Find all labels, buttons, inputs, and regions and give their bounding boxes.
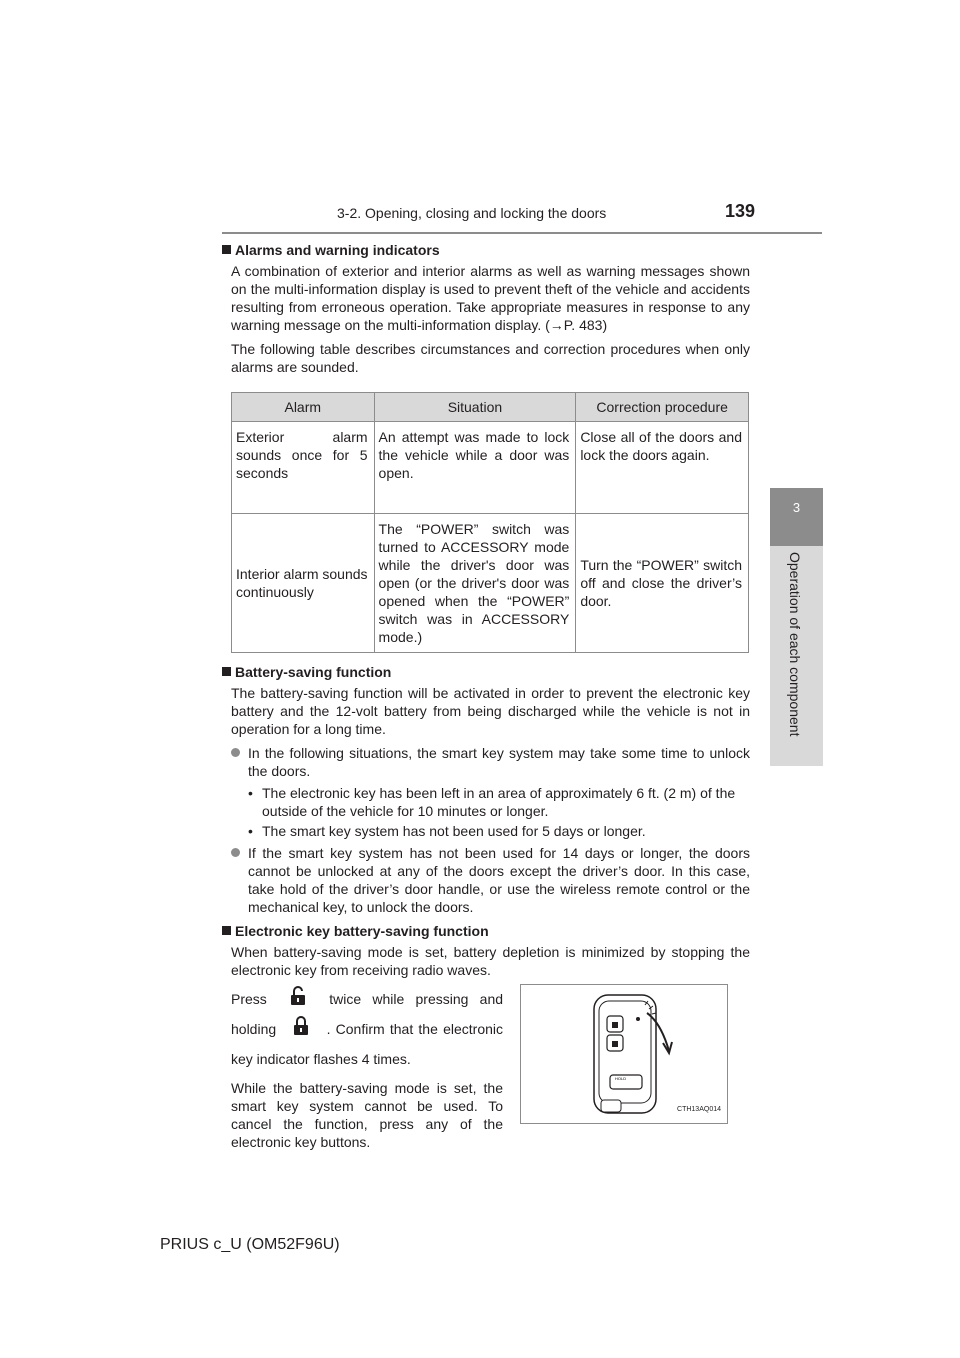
electronic-key-figure (520, 984, 728, 1124)
battery-paragraph: The battery-saving function will be activated in order to prevent the electronic key battery and the 12-volt battery from being discharged while the vehicle is not in operation for a long time. (231, 685, 750, 737)
ekey-instructions (222, 979, 750, 1150)
chapter-title: Operation of each component (787, 552, 803, 737)
page-content (222, 241, 750, 1150)
battery-sub-item-2: • The smart key system has not been used for 5 days or longer. (248, 823, 646, 839)
square-bullet-icon (222, 926, 231, 935)
battery-heading: Battery-saving function (222, 663, 750, 681)
page-number: 139 (725, 201, 756, 221)
press-instruction: Press twice while pressing and holding . Confirm that the electronic key indicator flashes 4 times. While the battery-saving mode is set, the smart key system cannot be used. To cancel the function, press any of the electronic key buttons. (231, 985, 503, 1151)
ekey-heading: Electronic key battery-saving function (222, 922, 750, 940)
table-header-correction: Correction procedure (576, 393, 749, 422)
header-section-title: 3-2. Opening, closing and locking the doors (337, 205, 607, 221)
table-cell: Exterior alarm sounds once for 5 seconds (232, 422, 375, 514)
small-bullet-icon: • (248, 785, 253, 801)
figure-code: CTH13AQ014 (677, 1106, 721, 1113)
battery-bullet-1: In the following situations, the smart key system may take some time to unlock the doors. (231, 744, 750, 780)
circle-bullet-icon (231, 848, 240, 857)
alarm-table (231, 392, 749, 653)
alarms-paragraph-1: A combination of exterior and interior alarms as well as warning messages shown on the multi-information display is used to prevent theft of the vehicle and accidents resulting from erroneous operation. Take appropriate measures in response to any warning message on the multi-information display. (→P. 483) (231, 263, 750, 333)
ekey-paragraph: When battery-saving mode is set, battery depletion is minimized by stopping the electronic key from receiving radio waves. (231, 944, 750, 978)
table-cell: Turn the “POWER” switch off and close the driver’s door. (576, 514, 749, 653)
table-cell: Interior alarm sounds continuously (232, 514, 375, 653)
table-row (232, 514, 749, 653)
hold-button-label: HOLD (615, 1076, 627, 1081)
footer-model: PRIUS c_U (OM52F96U) (160, 1236, 340, 1253)
lock-icon (281, 1016, 321, 1045)
unlock-icon (278, 986, 318, 1015)
square-bullet-icon (222, 667, 231, 676)
square-bullet-icon (222, 245, 231, 254)
alarms-paragraph-2: The following table describes circumstances and correction procedures when only alarms are sounded. (231, 341, 750, 375)
table-cell: The “POWER” switch was turned to ACCESSORY mode while the driver's door was open (or the driver's door was opened when the “POWER” switch was in ACCESSORY mode.) (374, 514, 576, 653)
circle-bullet-icon (231, 748, 240, 757)
small-bullet-icon: • (248, 823, 253, 839)
table-header-alarm: Alarm (232, 393, 375, 422)
table-row (232, 422, 749, 514)
chapter-number: 3 (792, 500, 801, 515)
battery-sub-item-1: • The electronic key has been left in an area of approximately 6 ft. (2 m) of the outside of the vehicle for 10 minutes or longer. (248, 785, 736, 819)
table-header-situation: Situation (374, 393, 576, 422)
battery-saving-note: While the battery-saving mode is set, the smart key system cannot be used. To cancel the function, press any of the electronic key buttons. (231, 1079, 503, 1150)
header-rule (222, 232, 822, 234)
battery-bullet-2: If the smart key system has not been used for 14 days or longer, the doors cannot be unlocked at any of the doors except the driver’s door. In this case, take hold of the driver’s door handle, or use the wireless remote control or the mechanical key, to unlock the doors. (231, 844, 750, 916)
chapter-tab (770, 488, 823, 546)
alarms-heading: Alarms and warning indicators (222, 241, 750, 259)
table-cell: Close all of the doors and lock the doors again. (576, 422, 749, 514)
table-cell: An attempt was made to lock the vehicle while a door was open. (374, 422, 576, 514)
